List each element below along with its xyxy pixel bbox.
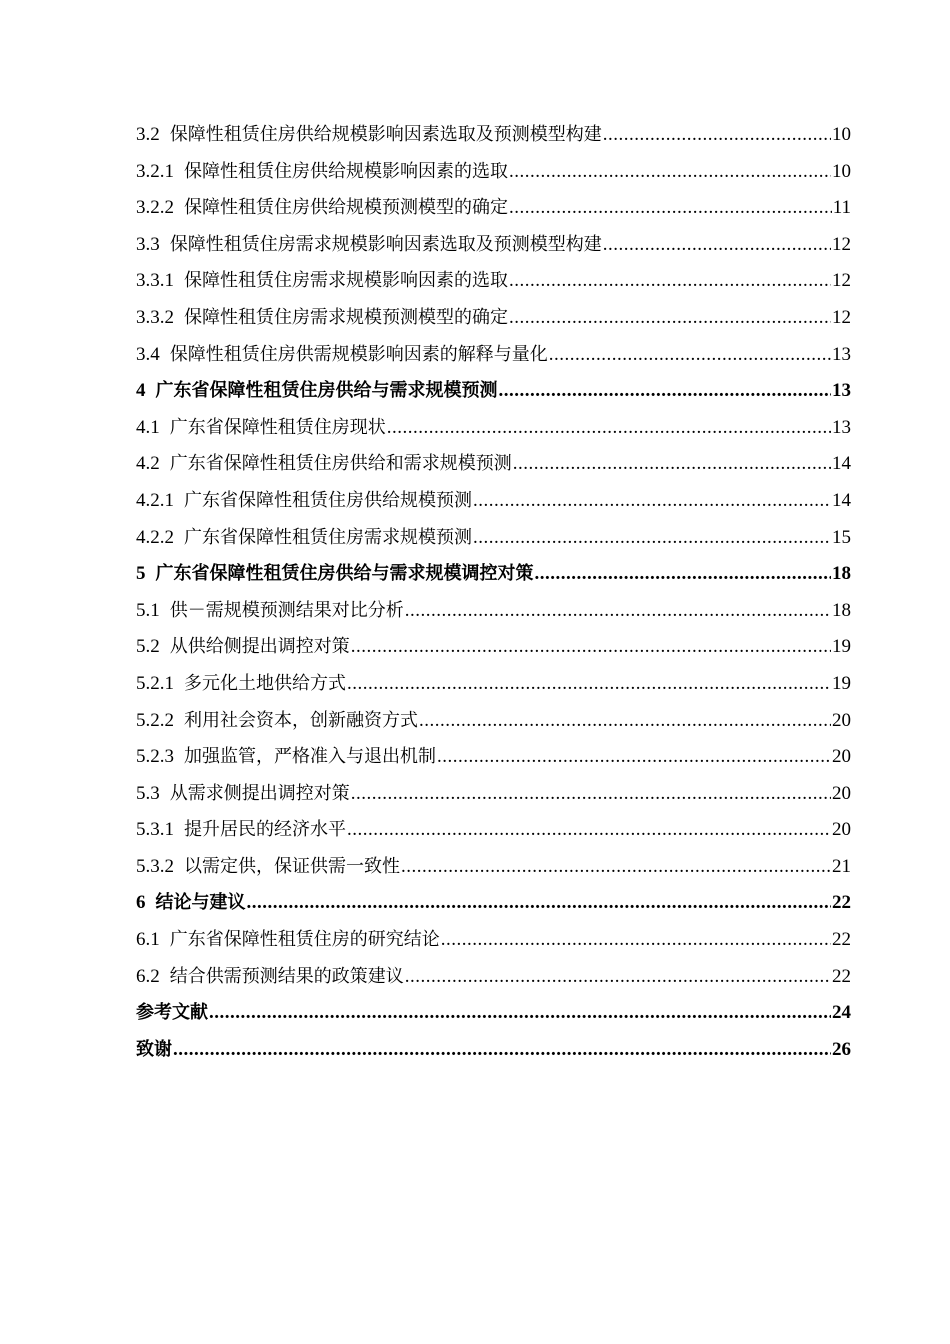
toc-leader (441, 922, 831, 959)
toc-entry-5[interactable] (136, 556, 851, 593)
toc-page-number: 13 (832, 380, 851, 402)
toc-leader (535, 556, 832, 593)
toc-number: 6 (136, 892, 146, 914)
toc-leader (509, 263, 831, 300)
toc-leader (473, 520, 831, 557)
toc-leader (499, 373, 832, 410)
toc-entry-references[interactable] (136, 995, 851, 1032)
toc-page-number: 18 (832, 599, 851, 621)
toc-page-number: 24 (832, 1002, 851, 1024)
toc-entry-5-1[interactable] (136, 593, 851, 630)
toc-page-number: 13 (832, 416, 851, 438)
toc-page-number: 22 (832, 892, 851, 914)
toc-entry-3-2[interactable] (136, 117, 851, 154)
toc-number: 3.2.2 (136, 197, 174, 219)
toc-title: 广东省保障性租赁住房现状 (169, 416, 386, 438)
toc-page-number: 12 (832, 270, 851, 292)
toc-page-number: 12 (832, 306, 851, 328)
toc-leader (405, 593, 831, 630)
toc-title: 保障性租赁住房需求规模影响因素选取及预测模型构建 (169, 233, 602, 255)
toc-title: 以需定供，保证供需一致性 (184, 855, 400, 877)
toc-page-number: 26 (832, 1038, 851, 1060)
toc-page-number: 11 (832, 197, 851, 219)
toc-page-number: 14 (832, 453, 851, 475)
toc-page-number: 22 (832, 929, 851, 951)
toc-entry-4-2-1[interactable] (136, 483, 851, 520)
toc-page-number: 20 (832, 819, 851, 841)
toc-number: 5.2.2 (136, 709, 174, 731)
toc-leader (405, 959, 831, 996)
toc-title: 参考文献 (136, 1002, 208, 1024)
toc-number: 4.1 (136, 416, 160, 438)
toc-page-number: 21 (832, 855, 851, 877)
toc-entry-3-2-2[interactable] (136, 190, 851, 227)
toc-page-number: 14 (832, 489, 851, 511)
toc-entry-5-3[interactable] (136, 776, 851, 813)
toc-page-number: 18 (832, 563, 851, 585)
toc-entry-3-3-2[interactable] (136, 300, 851, 337)
toc-entry-6-1[interactable] (136, 922, 851, 959)
toc-leader (401, 849, 831, 886)
toc-entry-3-3[interactable] (136, 227, 851, 264)
toc-entry-3-3-1[interactable] (136, 263, 851, 300)
toc-leader (603, 227, 831, 264)
toc-number: 6.2 (136, 965, 160, 987)
toc-number: 5.2.1 (136, 672, 174, 694)
toc-title: 保障性租赁住房供给规模影响因素的选取 (184, 160, 508, 182)
toc-title: 广东省保障性租赁住房的研究结论 (169, 929, 440, 951)
toc-entry-5-3-1[interactable] (136, 812, 851, 849)
toc-number: 5.1 (136, 599, 160, 621)
toc-entry-4-1[interactable] (136, 410, 851, 447)
toc-number: 3.2.1 (136, 160, 174, 182)
toc-number: 4.2.2 (136, 526, 174, 548)
toc-leader (509, 154, 831, 191)
toc-title: 保障性租赁住房需求规模影响因素的选取 (184, 270, 508, 292)
toc-page-number: 19 (832, 672, 851, 694)
toc-leader (509, 300, 831, 337)
toc-entry-5-2-2[interactable] (136, 703, 851, 740)
toc-page-number: 22 (832, 965, 851, 987)
toc-number: 5.2 (136, 636, 160, 658)
toc-page-number: 20 (832, 709, 851, 731)
toc-leader (419, 703, 831, 740)
toc-title: 供－需规模预测结果对比分析 (169, 599, 404, 621)
toc-entry-4-2[interactable] (136, 446, 851, 483)
toc-page-number: 19 (832, 636, 851, 658)
toc-number: 5.2.3 (136, 746, 174, 768)
toc-title: 广东省保障性租赁住房供给规模预测 (184, 489, 472, 511)
toc-title: 广东省保障性租赁住房供给与需求规模调控对策 (155, 563, 534, 585)
toc-title: 加强监管，严格准入与退出机制 (184, 746, 436, 768)
toc-page-number: 13 (832, 343, 851, 365)
toc-leader (549, 337, 831, 374)
toc-entry-6-2[interactable] (136, 959, 851, 996)
toc-entry-5-3-2[interactable] (136, 849, 851, 886)
toc-title: 从供给侧提出调控对策 (169, 636, 350, 658)
toc-leader (173, 1032, 831, 1069)
toc-title: 保障性租赁住房供给规模预测模型的确定 (184, 197, 508, 219)
toc-number: 5 (136, 563, 146, 585)
toc-title: 保障性租赁住房需求规模预测模型的确定 (184, 306, 508, 328)
toc-leader (473, 483, 831, 520)
toc-number: 6.1 (136, 929, 160, 951)
toc-number: 5.3.1 (136, 819, 174, 841)
toc-title: 结论与建议 (155, 892, 246, 914)
toc-leader (387, 410, 831, 447)
toc-title: 结合供需预测结果的政策建议 (169, 965, 404, 987)
toc-leader (351, 629, 831, 666)
toc-entry-6[interactable] (136, 885, 851, 922)
toc-number: 3.3.2 (136, 306, 174, 328)
toc-title: 致谢 (136, 1038, 172, 1060)
toc-entry-3-4[interactable] (136, 337, 851, 374)
toc-page-number: 12 (832, 233, 851, 255)
toc-leader (437, 739, 831, 776)
toc-page-number: 20 (832, 746, 851, 768)
toc-entry-3-2-1[interactable] (136, 154, 851, 191)
toc-leader (603, 117, 831, 154)
toc-number: 3.3.1 (136, 270, 174, 292)
toc-leader (513, 446, 831, 483)
toc-page-number: 10 (832, 124, 851, 145)
toc-leader (209, 995, 831, 1032)
toc-title: 广东省保障性租赁住房需求规模预测 (184, 526, 472, 548)
toc-title: 利用社会资本，创新融资方式 (184, 709, 418, 731)
toc-page-number: 20 (832, 782, 851, 804)
toc-leader (509, 190, 832, 227)
toc-entry-acknowledgements[interactable] (136, 1032, 851, 1069)
toc-entry-5-2[interactable] (136, 629, 851, 666)
toc-title: 保障性租赁住房供需规模影响因素的解释与量化 (169, 343, 548, 365)
toc-number: 5.3.2 (136, 855, 174, 877)
toc-entry-4-2-2[interactable] (136, 520, 851, 557)
toc-leader (351, 776, 831, 813)
toc-number: 4.2.1 (136, 489, 174, 511)
toc-leader (247, 885, 832, 922)
toc-title: 广东省保障性租赁住房供给与需求规模预测 (155, 380, 498, 402)
toc-title: 多元化土地供给方式 (184, 672, 346, 694)
toc-entry-5-2-3[interactable] (136, 739, 851, 776)
toc-page-number: 15 (832, 526, 851, 548)
toc-title: 保障性租赁住房供给规模影响因素选取及预测模型构建 (169, 124, 602, 145)
toc-number: 4.2 (136, 453, 160, 475)
toc-title: 提升居民的经济水平 (184, 819, 346, 841)
toc-number: 5.3 (136, 782, 160, 804)
toc-page-number: 10 (832, 160, 851, 182)
toc-number: 3.2 (136, 124, 160, 145)
toc-entry-5-2-1[interactable] (136, 666, 851, 703)
table-of-contents (136, 117, 851, 1068)
toc-title: 从需求侧提出调控对策 (169, 782, 350, 804)
toc-leader (347, 666, 831, 703)
toc-number: 3.3 (136, 233, 160, 255)
toc-title: 广东省保障性租赁住房供给和需求规模预测 (169, 453, 512, 475)
toc-entry-4[interactable] (136, 373, 851, 410)
toc-leader (347, 812, 831, 849)
toc-number: 4 (136, 380, 146, 402)
toc-number: 3.4 (136, 343, 160, 365)
